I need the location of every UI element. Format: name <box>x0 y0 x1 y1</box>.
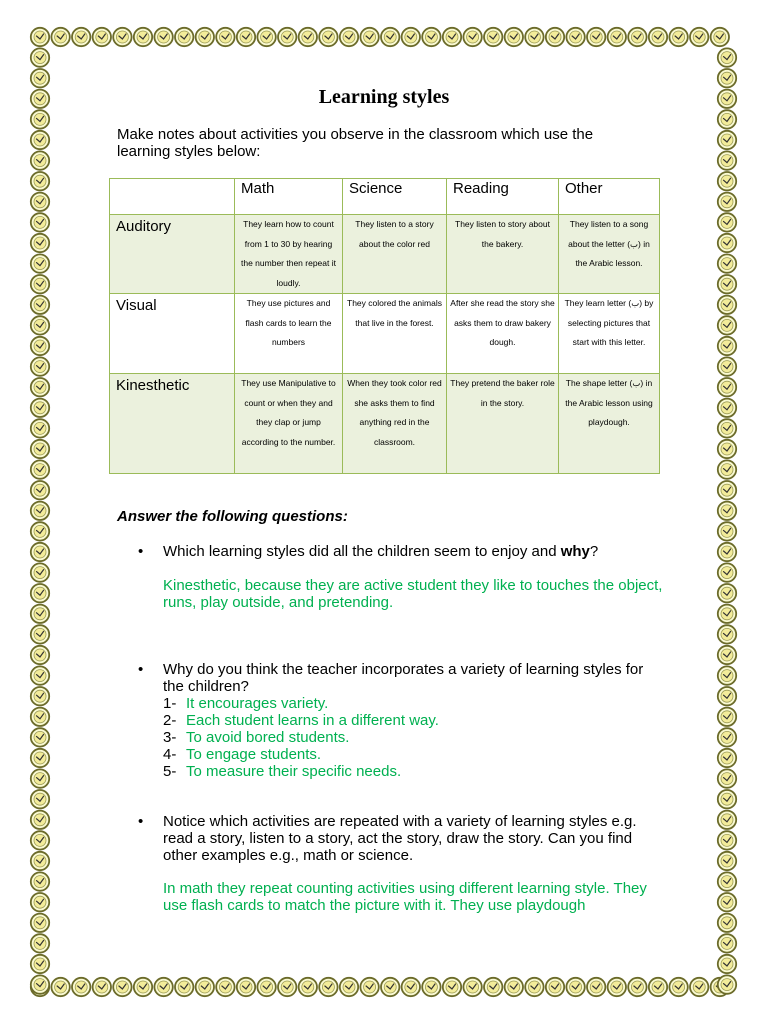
list-item: 3- To avoid bored students. <box>163 729 350 746</box>
questions-heading: Answer the following questions: <box>117 508 348 525</box>
table-cell: They learn how to count from 1 to 30 by hearing the number then repeat it loudly. <box>235 215 343 294</box>
row-label-visual: Visual <box>110 294 235 374</box>
answer-1: Kinesthetic, because they are active student they like to touches the object, runs, play outside, and pretending. <box>163 577 663 611</box>
row-label-auditory: Auditory <box>110 215 235 294</box>
table-cell: When they took color red she asks them to find anything red in the classroom. <box>343 374 447 474</box>
table-cell: They listen to story about the bakery. <box>447 215 559 294</box>
table-row <box>110 215 660 294</box>
table-row <box>110 374 660 474</box>
answer-2-list <box>163 695 439 780</box>
question-1: Which learning styles did all the children seem to enjoy and why? <box>163 543 599 560</box>
question-2: Why do you think the teacher incorporates a variety of learning styles for the children? <box>163 661 644 695</box>
table-cell: After she read the story she asks them to draw bakery dough. <box>447 294 559 374</box>
table-cell: They listen to a song about the letter (ب) in the Arabic lesson. <box>559 215 660 294</box>
learning-styles-table <box>109 178 660 474</box>
table-cell: The shape letter (ب) in the Arabic lesson using playdough. <box>559 374 660 474</box>
table-header-science: Science <box>343 179 447 215</box>
table-cell: They listen to a story about the color red <box>343 215 447 294</box>
row-label-kinesthetic: Kinesthetic <box>110 374 235 474</box>
table-header-other: Other <box>559 179 660 215</box>
answer-3: In math they repeat counting activities using different learning style. They use flash cards to match the picture with it. They use playdough <box>163 880 647 914</box>
table-cell: They pretend the baker role in the story. <box>447 374 559 474</box>
list-item: 1- It encourages variety. <box>163 695 329 712</box>
table-cell: They colored the animals that live in the forest. <box>343 294 447 374</box>
list-item: 5- To measure their specific needs. <box>163 763 402 780</box>
bullet-icon: • <box>138 543 144 560</box>
question-3: Notice which activities are repeated with a variety of learning styles e.g. read a story, listen to a story, act the story, draw the story. Can you find other examples e.g., math or science. <box>163 813 637 864</box>
list-item: 4- To engage students. <box>163 746 322 763</box>
table-header-math: Math <box>235 179 343 215</box>
intro-text: Make notes about activities you observe in the classroom which use the learning styles below: <box>117 126 594 160</box>
table-cell: They use pictures and flash cards to learn the numbers <box>235 294 343 374</box>
table-row <box>110 294 660 374</box>
table-header-blank <box>110 179 235 215</box>
table-header-reading: Reading <box>447 179 559 215</box>
bullet-icon: • <box>138 813 144 830</box>
table-cell: They use Manipulative to count or when they and they clap or jump according to the number. <box>235 374 343 474</box>
table-cell: They learn letter (ب) by selecting pictures that start with this letter. <box>559 294 660 374</box>
list-item: 2- Each student learns in a different way. <box>163 712 439 729</box>
bullet-icon: • <box>138 661 144 678</box>
page-title: Learning styles <box>318 86 450 108</box>
